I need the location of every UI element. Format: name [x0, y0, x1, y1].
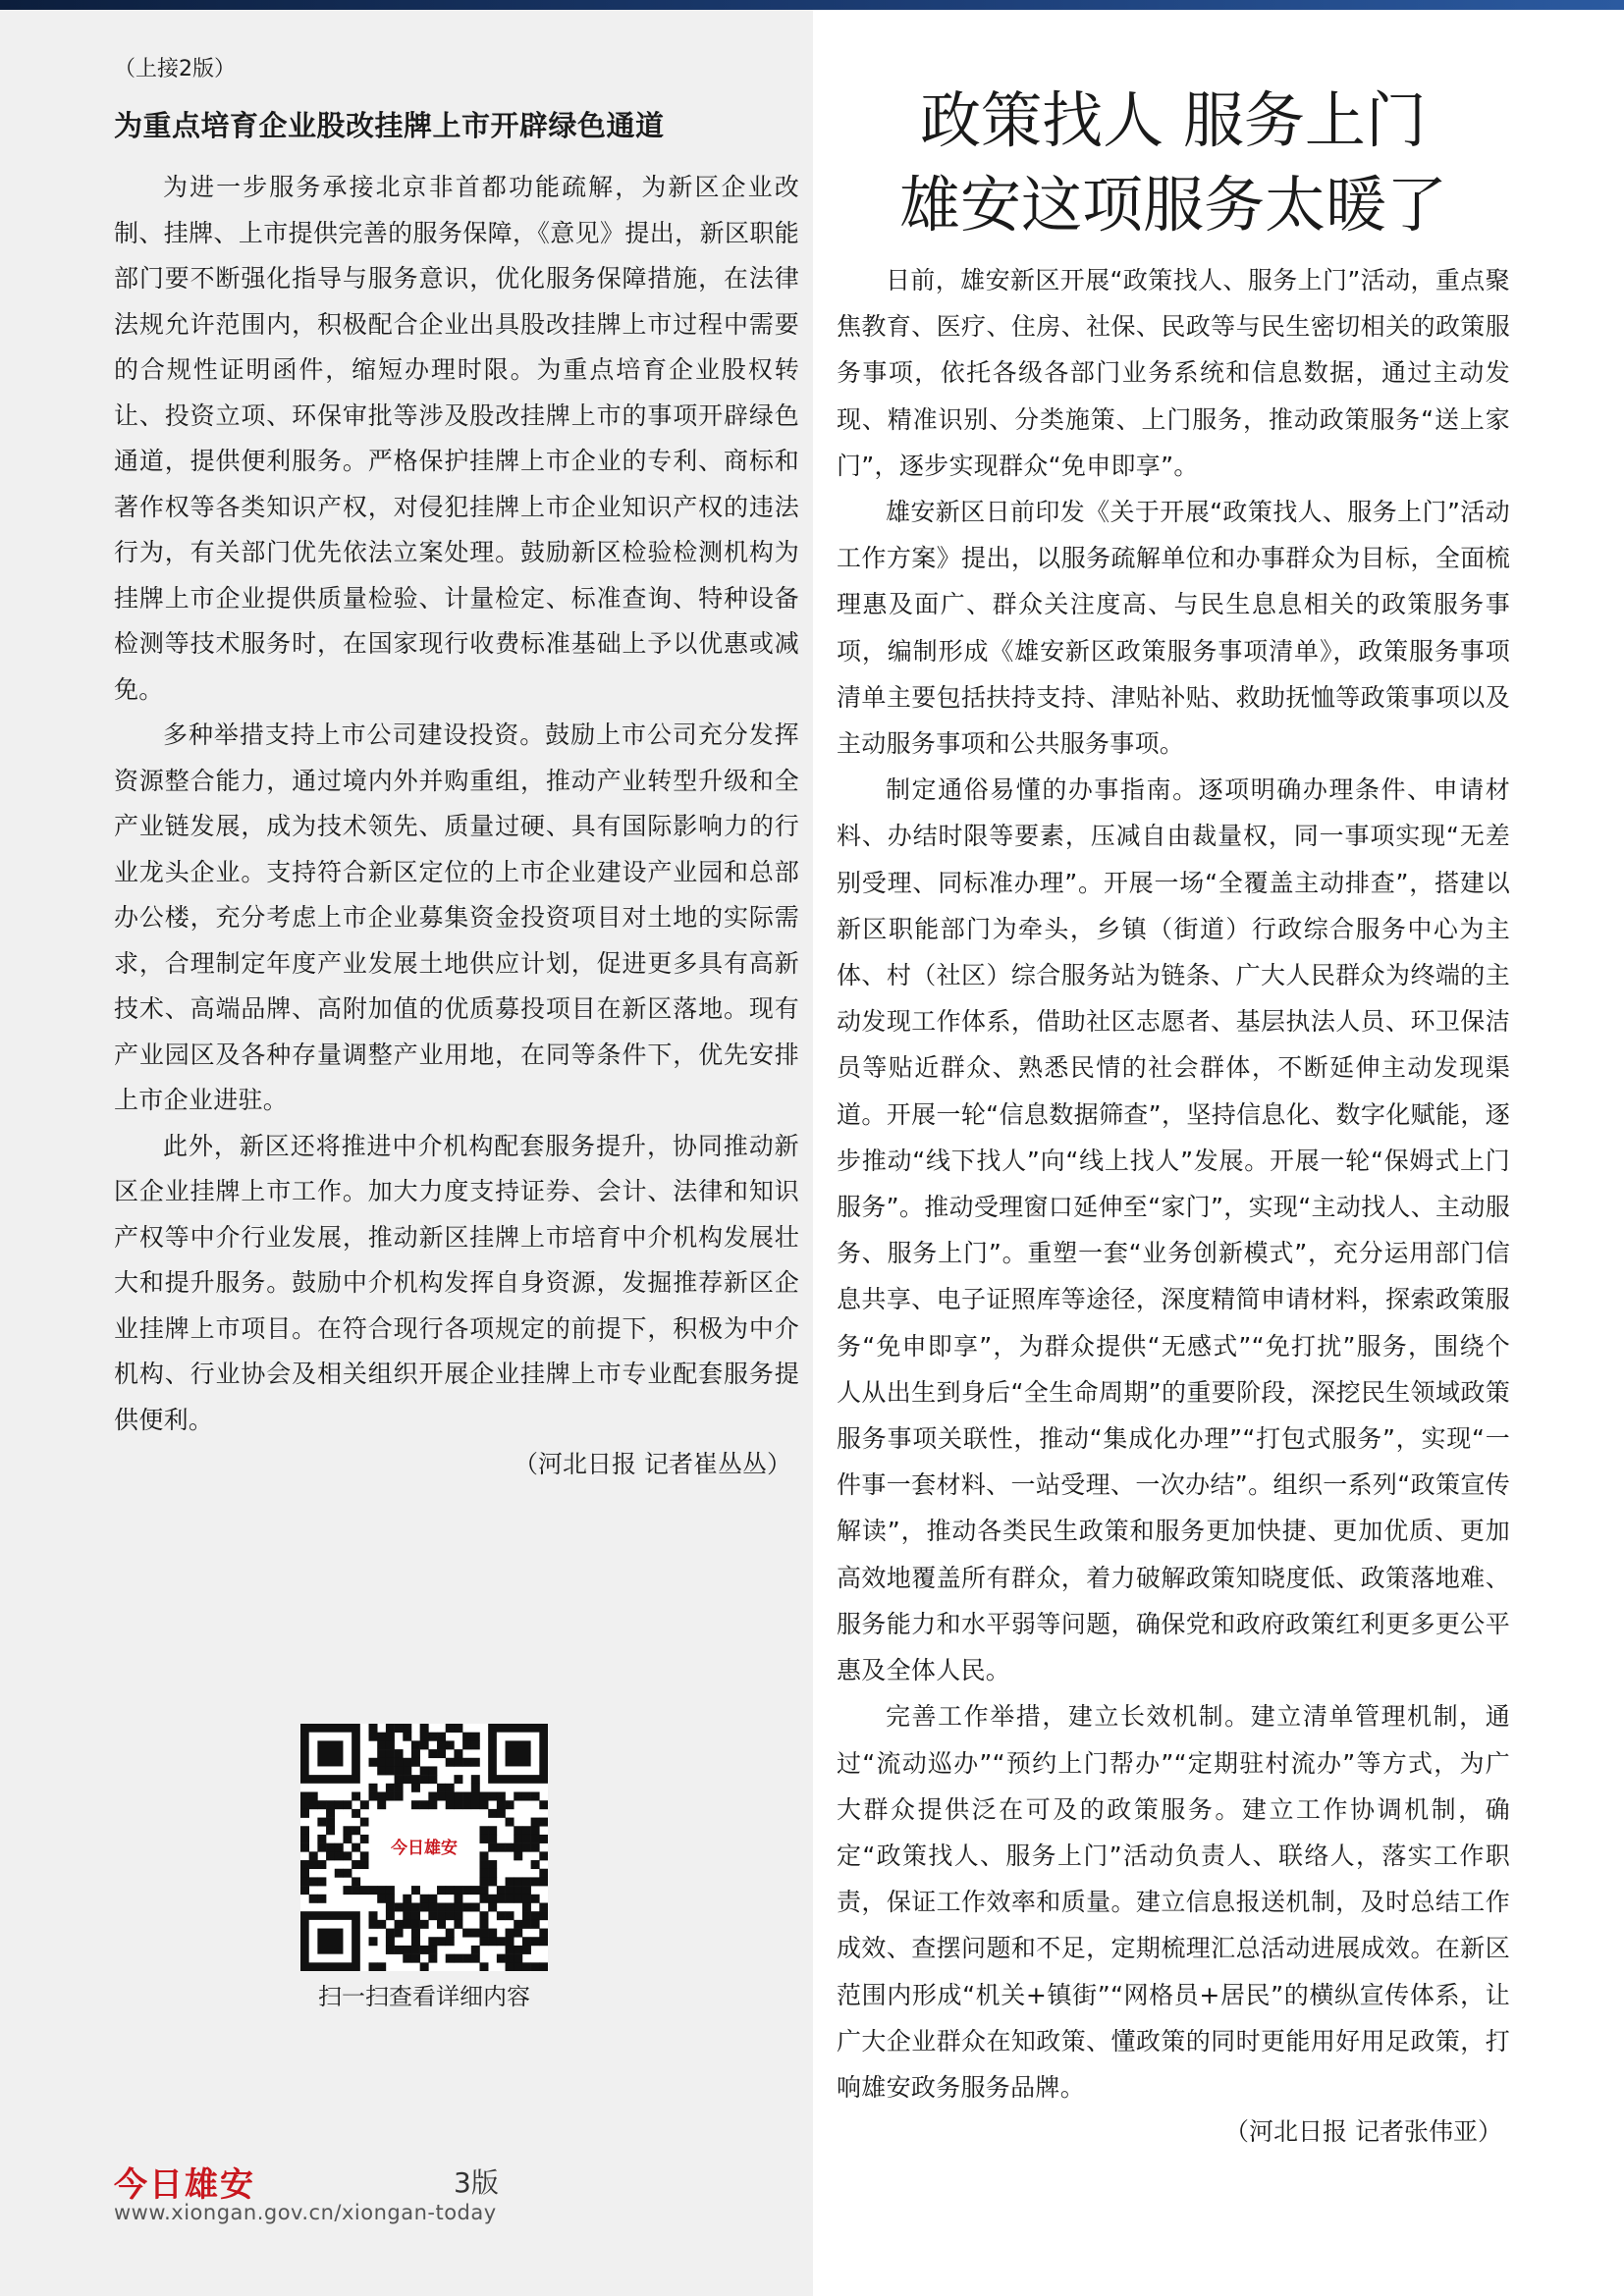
qr-center-logo: 今日雄安: [391, 1839, 458, 1858]
left-byline: （河北日报 记者崔丛丛）: [514, 1450, 791, 1478]
right-article: [837, 79, 1510, 2154]
title-line-2: 雄安这项服务太暖了: [898, 169, 1447, 240]
left-article: [114, 53, 799, 1486]
footer-logo: 今日雄安: [114, 2165, 255, 2205]
right-article-title: [837, 79, 1510, 247]
qr-finder-square: [300, 1911, 360, 1971]
continued-from-note: （上接2版）: [114, 57, 236, 81]
page-number: 3版: [454, 2166, 499, 2199]
right-paragraph: 完善工作举措，建立长效机制。建立清单管理机制，通过“流动巡办”“预约上门帮办”“定期驻村流办”等方式，为广大群众提供泛在可及的政策服务。建立工作协调机制，确定“政策找人、服务上门”活动负责人、联络人，落实工作职责，保证工作效率和质量。建立信息报送机制，及时总结工作成效、查摆问题和不足，定期梳理汇总活动进展成效。在新区范围内形成“机关+镇街”“网格员+居民”的横纵宣传体系，让广大企业群众在知政策、懂政策的同时更能用好用足政策，打响雄安政务服务品牌。: [837, 1702, 1510, 2102]
qr-finder-square: [300, 1724, 360, 1784]
left-paragraph: 多种举措支持上市公司建设投资。鼓励上市公司充分发挥资源整合能力，通过境内外并购重组，推动产业转型升级和全产业链发展，成为技术领先、质量过硬、具有国际影响力的行业龙头企业。支持符合新区定位的上市企业建设产业园和总部办公楼，充分考虑上市企业募集资金投资项目对土地的实际需求，合理制定年度产业发展土地供应计划，促进更多具有高新技术、高端品牌、高附加值的优质募投项目在新区落地。现有产业园区及各种存量调整产业用地，在同等条件下，优先安排上市企业进驻。: [114, 721, 799, 1114]
left-paragraph: 为进一步服务承接北京非首都功能疏解，为新区企业改制、挂牌、上市提供完善的服务保障，《意见》提出，新区职能部门要不断强化指导与服务意识，优化服务保障措施，在法律法规允许范围内，积极配合企业出具股改挂牌上市过程中需要的合规性证明函件，缩短办理时限。为重点培育企业股权转让、投资立项、环保审批等涉及股改挂牌上市的事项开辟绿色通道，提供便利服务。严格保护挂牌上市企业的专利、商标和著作权等各类知识产权，对侵犯挂牌上市企业知识产权的违法行为，有关部门优先依法立案处理。鼓励新区检验检测机构为挂牌上市企业提供质量检验、计量检定、标准查询、特种设备检测等技术服务时，在国家现行收费标准基础上予以优惠或减免。: [114, 173, 799, 704]
qr-code-block: [300, 1724, 548, 2016]
left-paragraph: 此外，新区还将推进中介机构配套服务提升，协同推动新区企业挂牌上市工作。加大力度支持证券、会计、法律和知识产权等中介行业发展，推动新区挂牌上市培育中介机构发展壮大和提升服务。鼓励中介机构发挥自身资源，发掘推荐新区企业挂牌上市项目。在符合现行各项规定的前提下，积极为中介机构、行业协会及相关组织开展企业挂牌上市专业配套服务提供便利。: [114, 1131, 799, 1434]
left-column: [0, 10, 813, 2296]
top-banner-bar: [0, 0, 1624, 10]
qr-caption: 扫一扫查看详细内容: [318, 1983, 530, 2010]
footer-url[interactable]: www.xiongan.gov.cn/xiongan-today: [114, 2201, 497, 2224]
qr-code[interactable]: [300, 1724, 548, 1971]
left-article-heading: 为重点培育企业股改挂牌上市开辟绿色通道: [114, 109, 665, 142]
title-line-1: 政策找人 服务上门: [920, 84, 1427, 156]
qr-code-image: [300, 1724, 548, 1971]
right-paragraph: 雄安新区日前印发《关于开展“政策找人、服务上门”活动工作方案》提出，以服务疏解单位和办事群众为目标，全面梳理惠及面广、群众关注度高、与民生息息相关的政策服务事项，编制形成《雄安新区政策服务事项清单》，政策服务事项清单主要包括扶持支持、津贴补贴、救助抚恤等政策事项以及主动服务事项和公共服务事项。: [837, 498, 1510, 759]
right-paragraph: 制定通俗易懂的办事指南。逐项明确办理条件、申请材料、办结时限等要素，压减自由裁量权，同一事项实现“无差别受理、同标准办理”。开展一场“全覆盖主动排查”，搭建以新区职能部门为牵头，乡镇（街道）行政综合服务中心为主体、村（社区）综合服务站为链条、广大人民群众为终端的主动发现工作体系，借助社区志愿者、基层执法人员、环卫保洁员等贴近群众、熟悉民情的社会群体，不断延伸主动发现渠道。开展一轮“信息数据筛查”，坚持信息化、数字化赋能，逐步推动“线下找人”向“线上找人”发展。开展一轮“保姆式上门服务”。推动受理窗口延伸至“家门”，实现“主动找人、主动服务、服务上门”。重塑一套“业务创新模式”，充分运用部门信息共享、电子证照库等途径，深度精简申请材料，探索政策服务“免申即享”，为群众提供“无感式”“免打扰”服务，围绕个人从出生到身后“全生命周期”的重要阶段，深挖民生领域政策服务事项关联性，推动“集成化办理”“打包式服务”，实现“一件事一套材料、一站受理、一次办结”。组织一系列“政策宣传解读”，推动各类民生政策和服务更加快捷、更加优质、更加高效地覆盖所有群众，着力破解政策知晓度低、政策落地难、服务能力和水平弱等问题，确保党和政府政策红利更多更公平惠及全体人民。: [837, 775, 1510, 1685]
right-byline: （河北日报 记者张伟亚）: [1224, 2117, 1502, 2147]
qr-finder-square: [488, 1724, 548, 1784]
right-paragraph: 日前，雄安新区开展“政策找人、服务上门”活动，重点聚焦教育、医疗、住房、社保、民政等与民生密切相关的政策服务事项，依托各级各部门业务系统和信息数据，通过主动发现、精准识别、分类施策、上门服务，推动政策服务“送上家门”，逐步实现群众“免申即享”。: [837, 266, 1510, 480]
